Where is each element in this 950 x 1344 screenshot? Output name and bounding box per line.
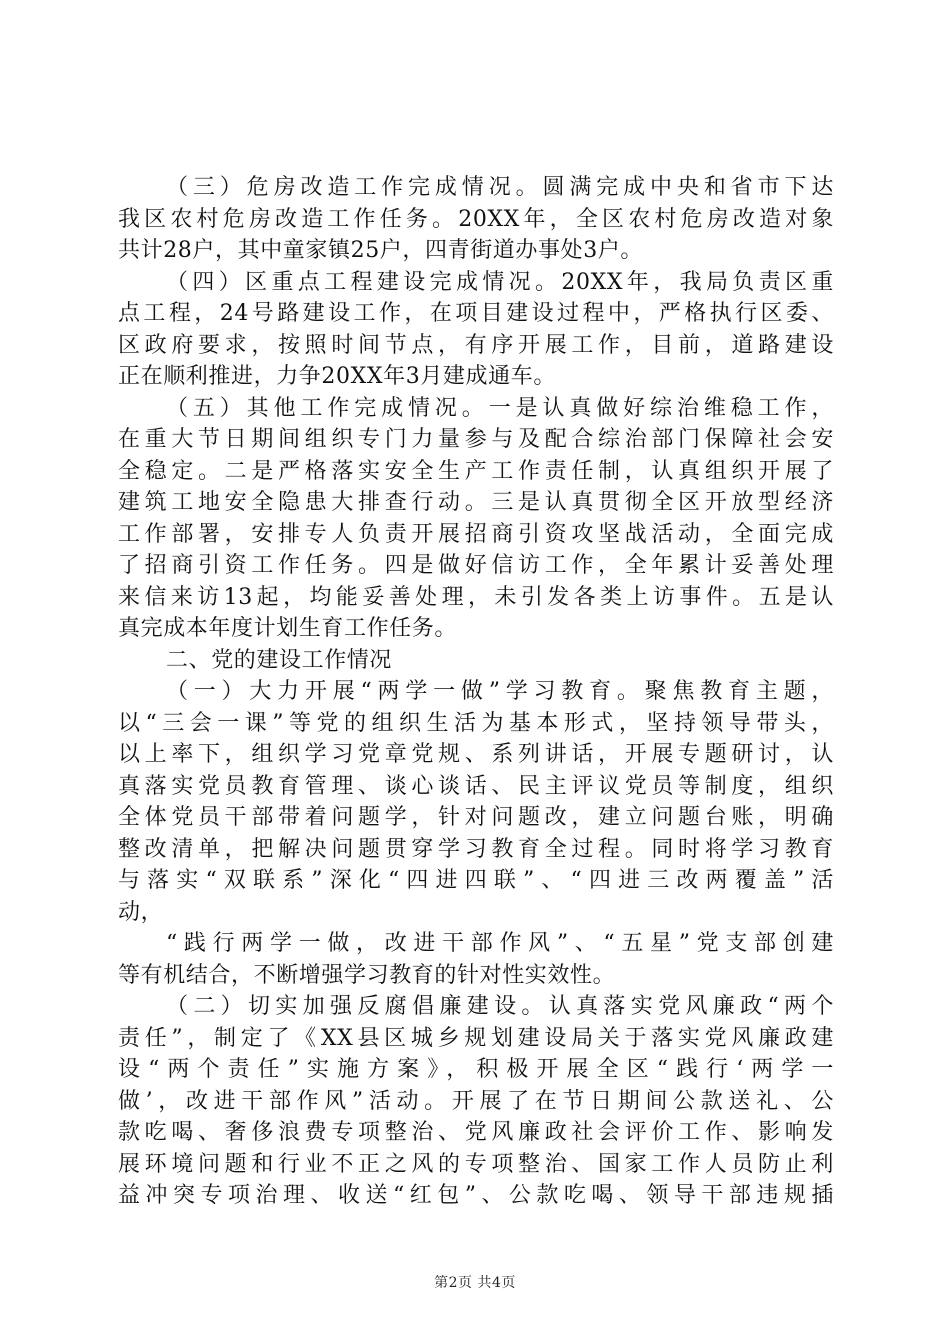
paragraph-line: 以上率下，组织学习党章党规、系列讲话，开展专题研讨，认 bbox=[118, 742, 834, 767]
paragraph-line: 真完成本年度计划生育工作任务。 bbox=[118, 616, 458, 641]
paragraph-line: “践行两学一做，改进干部作风”、“五星”党支部创建 bbox=[166, 931, 834, 956]
paragraph-line: 设“两个责任”实施方案》，积极开展全区“践行‘两学一 bbox=[118, 1057, 834, 1082]
paragraph-line: 与落实“双联系”深化“四进四联”、“四进三改两覆盖”活 bbox=[118, 868, 834, 893]
paragraph-line: 区政府要求，按照时间节点，有序开展工作，目前，道路建设 bbox=[118, 332, 834, 358]
paragraph-line: 点工程，24号路建设工作，在项目建设过程中，严格执行区委、 bbox=[118, 301, 834, 326]
document-body bbox=[118, 172, 834, 1212]
paragraph-line: 展环境问题和行业不正之风的专项整治、国家工作人员防止利 bbox=[118, 1151, 834, 1177]
paragraph-line: 整改清单，把解决问题贯穿学习教育全过程。同时将学习教育 bbox=[118, 836, 834, 862]
paragraph-line: （二）切实加强反腐倡廉建设。认真落实党风廉政“两个 bbox=[166, 994, 834, 1019]
paragraph-line: 建筑工地安全隐患大排查行动。三是认真贯彻全区开放型经济 bbox=[118, 490, 834, 515]
paragraph-line: 共计28户，其中童家镇25户，四青街道办事处3户。 bbox=[118, 238, 643, 263]
paragraph-line: 全体党员干部带着问题学，针对问题改，建立问题台账，明确 bbox=[118, 805, 834, 830]
page-number-label: 第2页 共4页 bbox=[434, 1275, 516, 1291]
paragraph-line: 来信来访13起，均能妥善处理，未引发各类上访事件。五是认 bbox=[118, 584, 834, 610]
paragraph-line: （一）大力开展“两学一做”学习教育。聚焦教育主题， bbox=[166, 679, 834, 704]
paragraph-line: 等有机结合，不断增强学习教育的针对性实效性。 bbox=[118, 962, 616, 988]
paragraph-line: （三）危房改造工作完成情况。圆满完成中央和省市下达 bbox=[166, 175, 834, 200]
paragraph-line: 工作部署，安排专人负责开展招商引资攻坚战活动，全面完成 bbox=[118, 521, 834, 547]
paragraph-line: 真落实党员教育管理、谈心谈话、民主评议党员等制度，组织 bbox=[118, 773, 834, 799]
paragraph-line: 款吃喝、奢侈浪费专项整治、党风廉政社会评价工作、影响发 bbox=[118, 1120, 834, 1145]
section-heading: 二、党的建设工作情况 bbox=[166, 647, 393, 673]
paragraph-line: 以“三会一课”等党的组织生活为基本形式，坚持领导带头， bbox=[118, 710, 834, 736]
paragraph-line: 了招商引资工作任务。四是做好信访工作，全年累计妥善处理 bbox=[118, 553, 834, 578]
paragraph-line: 正在顺利推进，力争20XX年3月建成通车。 bbox=[118, 364, 556, 389]
page-footer bbox=[0, 1272, 950, 1292]
paragraph-line: 动， bbox=[118, 899, 164, 925]
paragraph-line: 我区农村危房改造工作任务。20XX年，全区农村危房改造对象 bbox=[118, 206, 834, 232]
paragraph-line: 在重大节日期间组织专门力量参与及配合综治部门保障社会安 bbox=[118, 427, 834, 452]
paragraph-line: （四）区重点工程建设完成情况。20XX年，我局负责区重 bbox=[166, 269, 834, 295]
paragraph-line: 做’，改进干部作风”活动。开展了在节日期间公款送礼、公 bbox=[118, 1088, 834, 1114]
paragraph-line: 全稳定。二是严格落实安全生产工作责任制，认真组织开展了 bbox=[118, 458, 834, 484]
paragraph-line: 益冲突专项治理、收送“红包”、公款吃喝、领导干部违规插 bbox=[118, 1183, 834, 1208]
paragraph-line: 责任”，制定了《XX县区城乡规划建设局关于落实党风廉政建 bbox=[118, 1025, 834, 1051]
paragraph-line: （五）其他工作完成情况。一是认真做好综治维稳工作， bbox=[166, 395, 834, 421]
